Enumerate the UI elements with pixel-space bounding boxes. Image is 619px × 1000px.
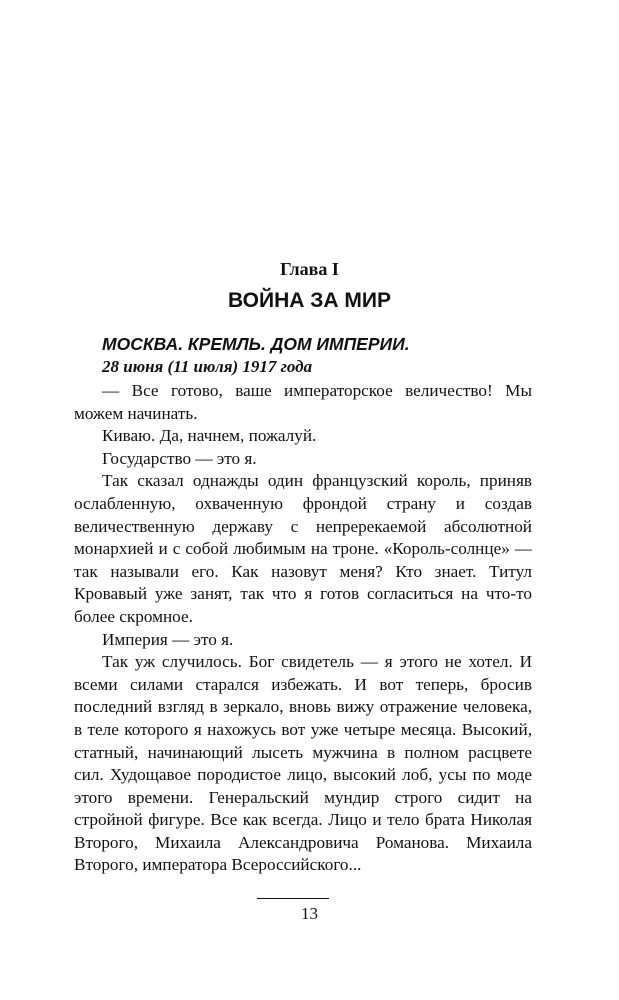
paragraph: — Все готово, ваше императорское величество! Мы можем начинать. [74,381,532,423]
body-text [74,380,532,877]
page-number: 13 [301,904,318,923]
paragraph: Государство — это я. [102,448,257,468]
chapter-label: Глава I [280,259,339,279]
paragraph: Так уж случилось. Бог свидетель — я этого не хотел. И всеми силами старался избежать. И вот теперь, бросив последний взгляд в зеркало, вновь вижу отражение человека, в теле которого я нахожусь вот уже четыре месяца. Высокий, статный, начинающий лысеть мужчина в полном расцвете сил. Худощавое породистое лицо, высокий лоб, усы по моде этого времени. Генеральский мундир строго сидит на стройной фигуре. Все как всегда. Лицо и тело брата Николая Второго, Михаила Александровича Романова. Михаила Второго, императора Всероссийского... [74,652,532,875]
paragraph: Так сказал однажды один французский король, приняв ослабленную, охваченную фрондой страну и создав величественную державу с непререкаемой абсолютной монархией и с собой любимым на троне. «Король-солнце» — так называли его. Как назовут меня? Кто знает. Титул Кровавый уже занят, так что я готов согласиться на что-то более скромное. [74,471,532,626]
paragraph: Киваю. Да, начнем, пожалуй. [102,426,317,446]
section-date-heading: 28 июня (11 июля) 1917 года [102,357,313,376]
footer-divider [257,898,329,899]
chapter-title: ВОЙНА ЗА МИР [228,289,391,312]
section-place-heading: МОСКВА. КРЕМЛЬ. ДОМ ИМПЕРИИ. [102,334,410,354]
paragraph: Империя — это я. [102,629,234,649]
